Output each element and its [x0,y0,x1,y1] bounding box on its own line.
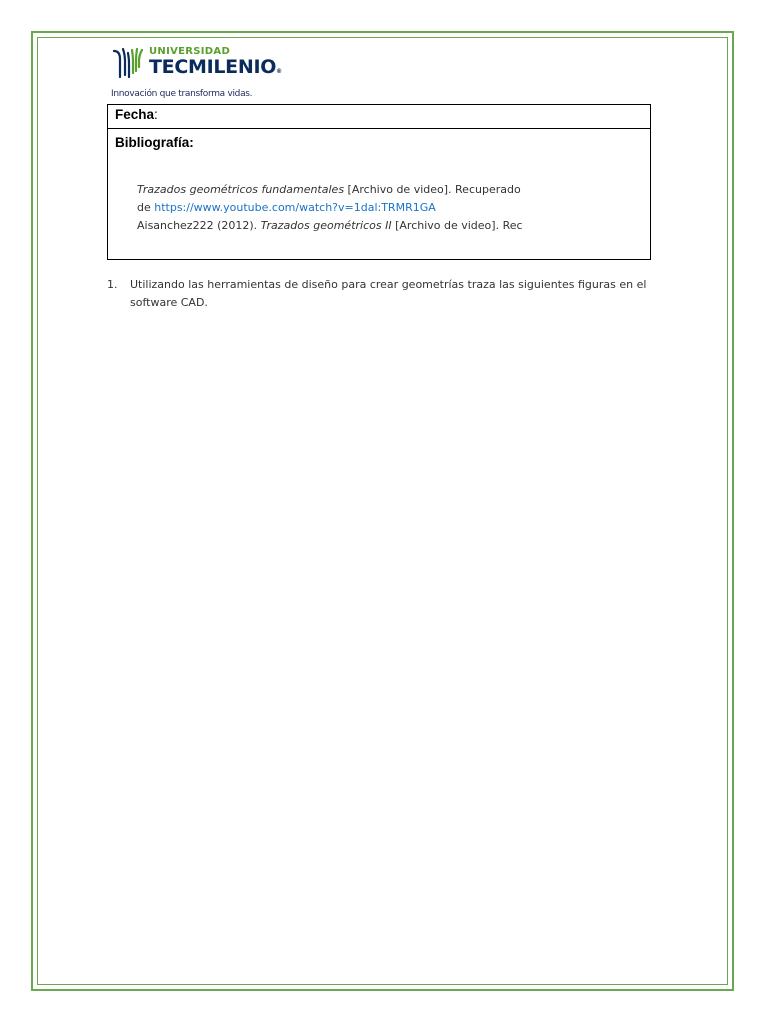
reference-line: Aisanchez222 (2012). Trazados geométricos II [Archivo de video]. Rec [137,219,523,232]
reference-line: de https://www.youtube.com/watch?v=1dal:TRMR1GA [137,201,436,214]
fecha-label: Fecha [115,107,155,122]
logo-tagline: Innovación que transforma vidas. [111,89,253,99]
bibliografia-row [108,129,650,259]
bibliografia-label: Bibliografía: [115,135,194,150]
logo-brand-text: TECMILENIO® [149,56,282,78]
fecha-row: Fecha: [108,105,650,129]
instruction-number: 1. [107,278,118,291]
university-logo [111,44,311,104]
info-table [107,104,651,260]
reference-line: Trazados geométricos fundamentales [Archivo de video]. Recuperado [137,183,521,196]
tecmilenio-logo-icon [111,47,145,79]
instruction-text: Utilizando las herramientas de diseño para crear geometrías traza las siguientes figuras en el software CAD. [130,278,647,309]
instruction-item [107,276,667,312]
reference-link[interactable]: https://www.youtube.com/watch?v=1dal:TRMR1GA [154,201,436,214]
logo-university-text: UNIVERSIDAD [149,46,231,57]
